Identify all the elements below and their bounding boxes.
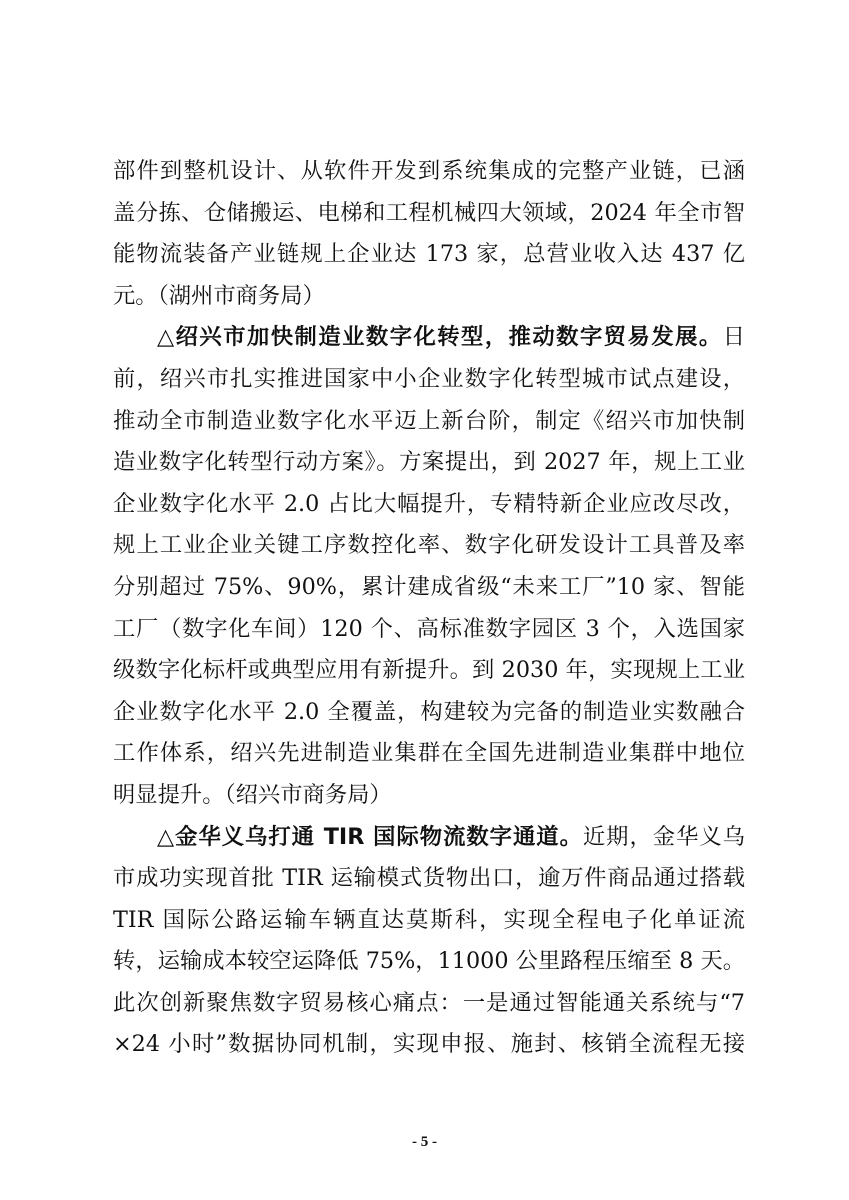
text-line: 转，运输成本较空运降低 75%，11000 公里路程压缩至 8 天。	[113, 948, 745, 975]
text-line: 元。（湖州市商务局）	[113, 282, 325, 309]
text-line: 部件到整机设计、从软件开发到系统集成的完整产业链，已涵	[113, 158, 745, 184]
heading-line-text: 日	[722, 324, 745, 351]
paragraph-heading-line	[113, 317, 745, 359]
text-line: ×24 小时”数据协同机制，实现申报、施封、核销全流程无接	[113, 1031, 745, 1058]
text-line: 造业数字化转型行动方案》。方案提出，到 2027 年，规上工业	[113, 449, 745, 476]
paragraph-heading: △金华义乌打通 TIR 国际物流数字通道。	[157, 823, 583, 850]
text-line: 此次创新聚焦数字贸易核心痛点：一是通过智能通关系统与“7	[113, 989, 745, 1016]
paragraph-heading-line	[113, 817, 745, 859]
text-line: 工厂（数字化车间）120 个、高标准数字园区 3 个，入选国家	[113, 615, 745, 642]
heading-line-text: 近期，金华义乌	[582, 823, 745, 850]
text-line: 明显提升。（绍兴市商务局）	[113, 781, 392, 808]
text-line: 级数字化标杆或典型应用有新提升。到 2030 年，实现规上工业	[113, 657, 745, 684]
page-number: - 5 -	[412, 1134, 437, 1150]
text-line: 推动全市制造业数字化水平迈上新台阶，制定《绍兴市加快制	[113, 407, 745, 434]
text-line: 企业数字化水平 2.0 全覆盖，构建较为完备的制造业实数融合	[113, 698, 745, 725]
text-line: 能物流装备产业链规上企业达 173 家，总营业收入达 437 亿	[113, 241, 745, 268]
text-line: TIR 国际公路运输车辆直达莫斯科，实现全程电子化单证流	[113, 906, 745, 933]
text-line: 分别超过 75%、90%，累计建成省级“未来工厂”10 家、智能	[113, 573, 745, 600]
paragraph-heading: △绍兴市加快制造业数字化转型，推动数字贸易发展。	[157, 324, 723, 351]
text-line: 前，绍兴市扎实推进国家中小企业数字化转型城市试点建设，	[113, 365, 745, 392]
text-line: 企业数字化水平 2.0 占比大幅提升，专精特新企业应改尽改，	[113, 490, 745, 517]
text-line: 规上工业企业关键工序数控化率、数字化研发设计工具普及率	[113, 532, 745, 559]
body-text	[113, 151, 745, 1066]
text-line: 市成功实现首批 TIR 运输模式货物出口，逾万件商品通过搭载	[113, 865, 745, 892]
text-line: 盖分拣、仓储搬运、电梯和工程机械四大领域，2024 年全市智	[113, 199, 745, 226]
text-line: 工作体系，绍兴先进制造业集群在全国先进制造业集群中地位	[113, 740, 745, 767]
